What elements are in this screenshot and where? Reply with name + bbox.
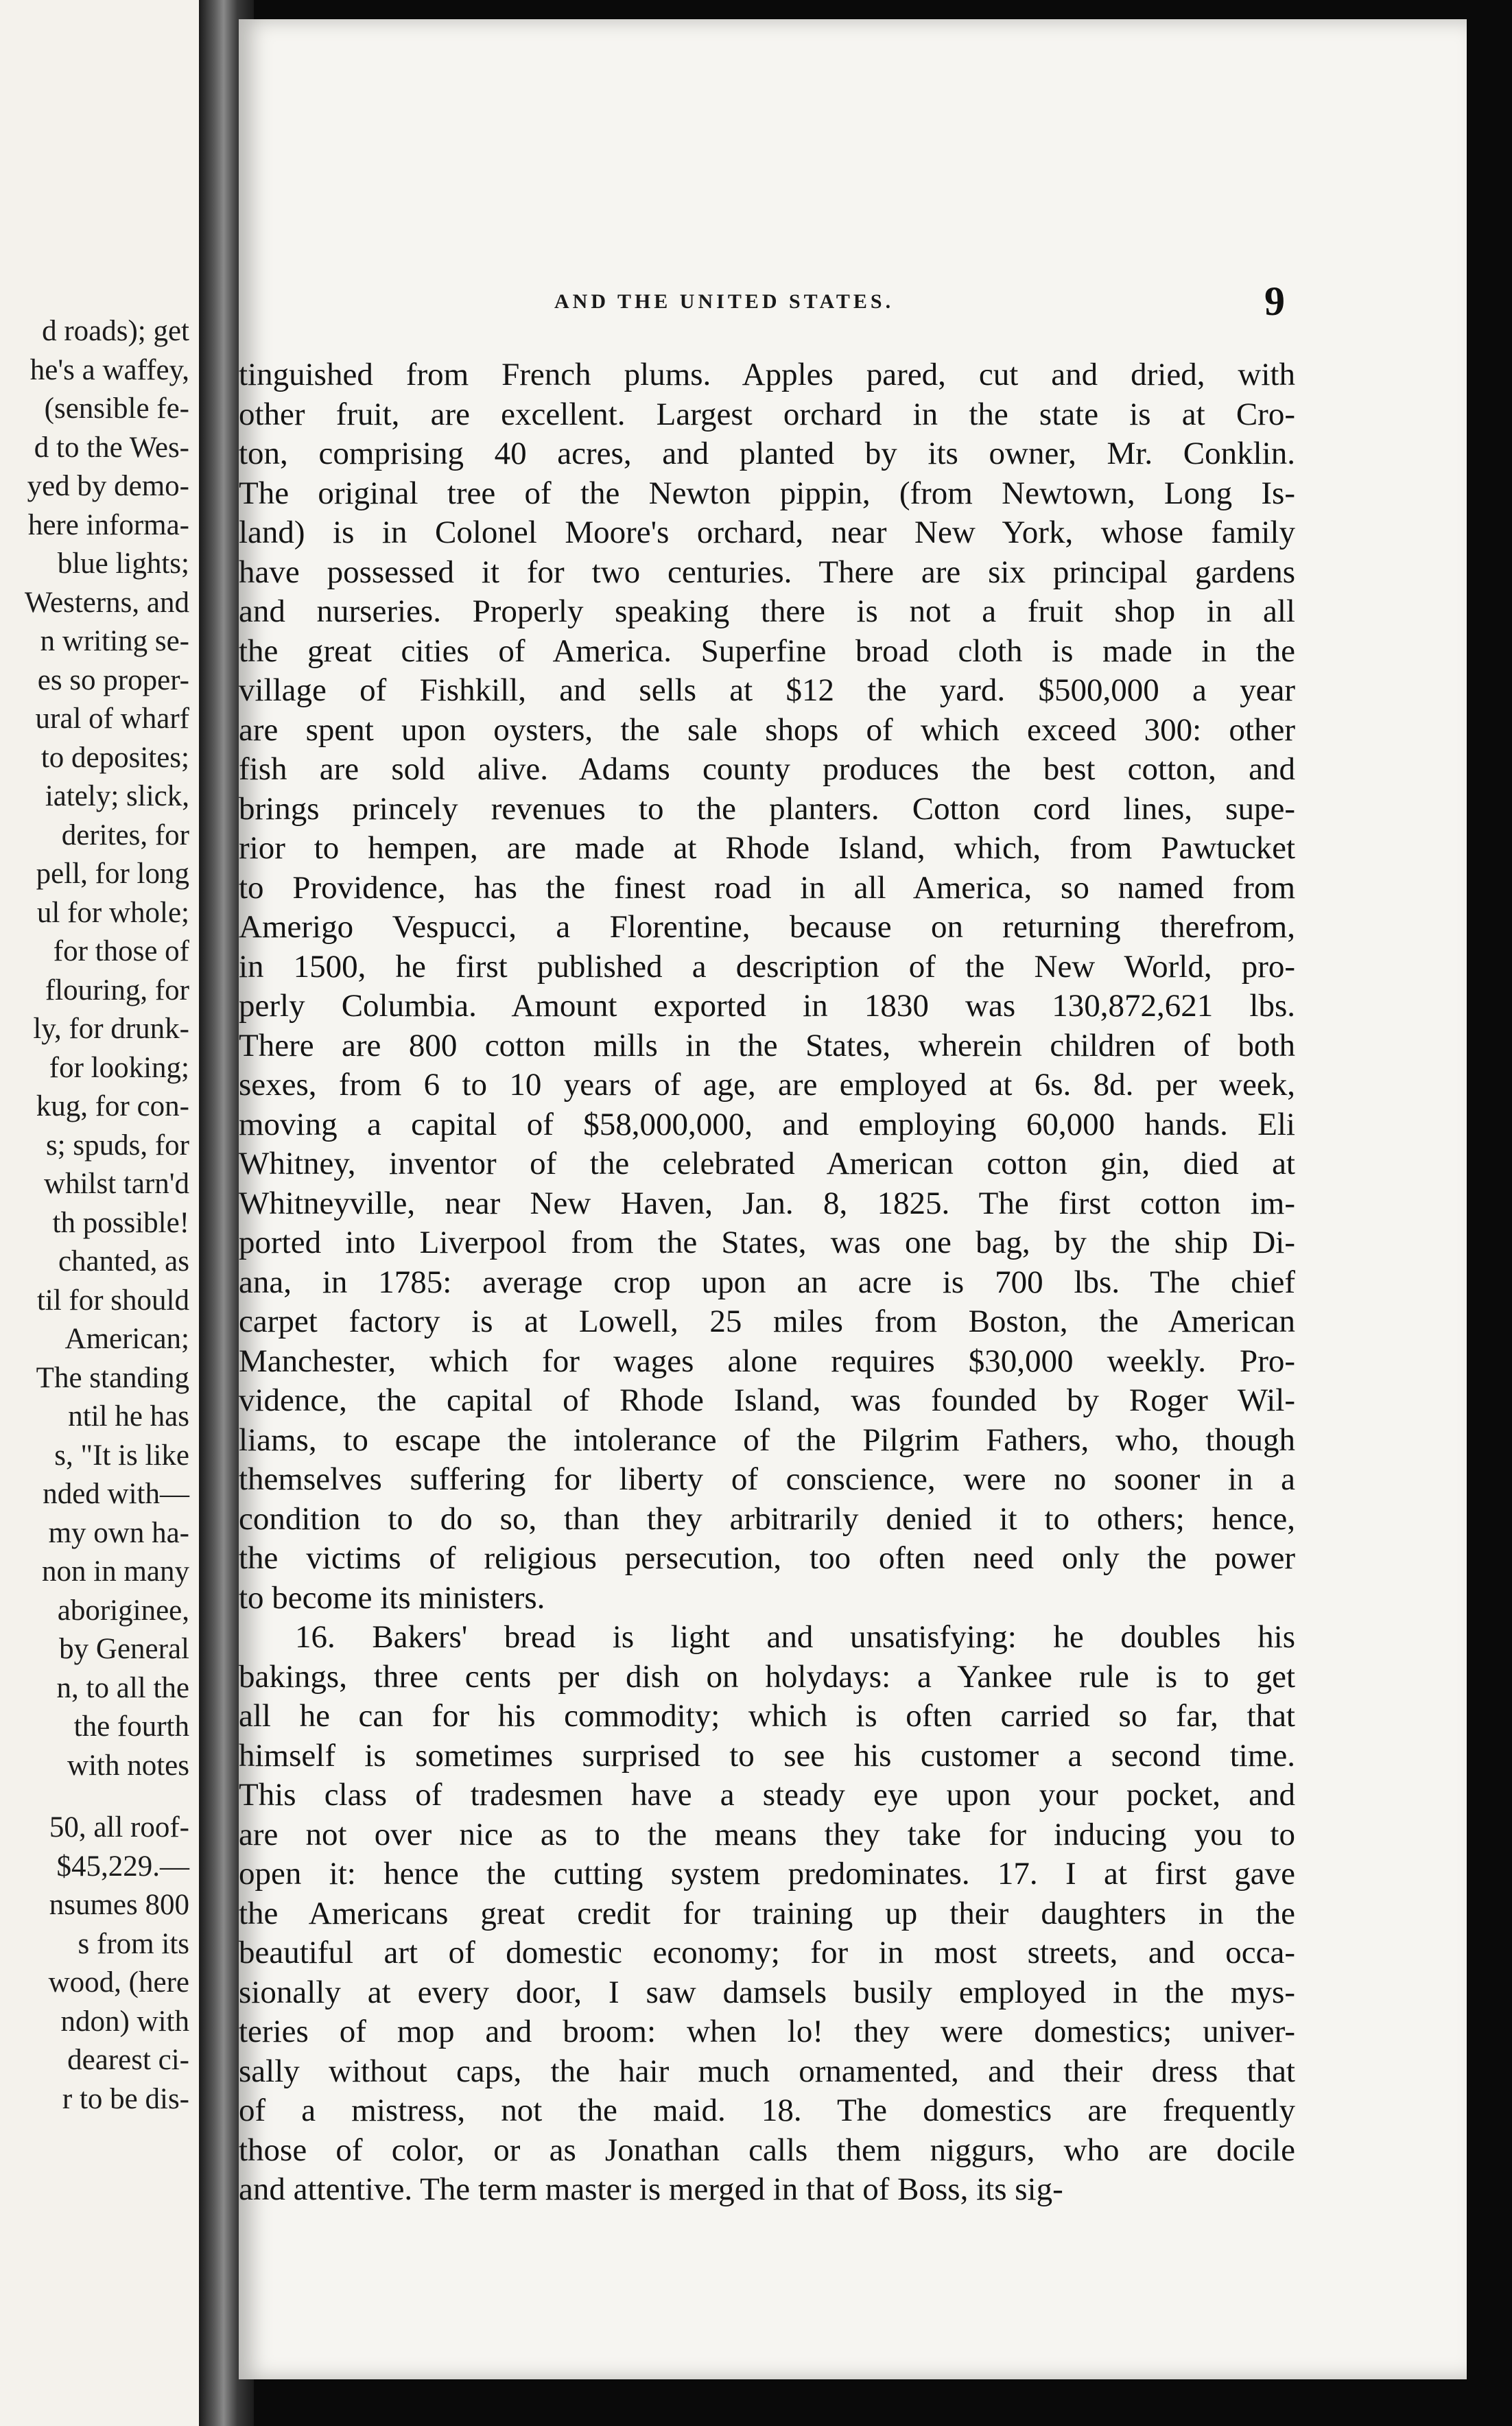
body-line: condition to do so, than they arbitrarily denied it to others; hence, — [239, 1500, 1295, 1537]
body-line: to become its ministers. — [239, 1579, 545, 1616]
body-line: Amerigo Vespucci, a Florentine, because on returning therefrom, — [239, 909, 1295, 945]
left-page-line: iately; slick, — [45, 780, 189, 812]
body-line: teries of mop and broom: when lo! they were domestics; univer- — [239, 2014, 1295, 2049]
body-line: those of color, or as Jonathan calls them niggurs, who are docile — [239, 2132, 1295, 2168]
body-line: other fruit, are excellent. Largest orchard in the state is at Cro- — [239, 396, 1295, 432]
left-page-line: The standing — [36, 1361, 189, 1394]
left-page-line: by General — [59, 1633, 189, 1665]
body-line: ton, comprising 40 acres, and planted by its owner, Mr. Conklin. — [239, 436, 1295, 471]
left-page-line: ural of wharf — [35, 703, 189, 735]
left-page-line: to deposites; — [40, 741, 189, 774]
left-page-line: $45,229.— — [56, 1850, 189, 1883]
left-page-line: Westerns, and — [24, 586, 189, 619]
left-page-line: flouring, for — [45, 974, 189, 1006]
left-page-line: n writing se- — [40, 625, 189, 657]
left-page-line: th possible! — [52, 1206, 189, 1239]
body-line: moving a capital of $58,000,000, and employing 60,000 hands. Eli — [239, 1106, 1295, 1142]
left-page-line: 50, all roof- — [49, 1811, 189, 1844]
body-line: the great cities of America. Superfine broad cloth is made in the — [239, 633, 1295, 669]
body-line: carpet factory is at Lowell, 25 miles from Boston, the American — [239, 1304, 1295, 1339]
left-page-line: es so proper- — [37, 663, 189, 696]
body-line: This class of tradesmen have a steady eye upon your pocket, and — [239, 1777, 1295, 1813]
left-page-line: for those of — [53, 935, 189, 967]
left-page-line: d to the Wes- — [34, 431, 189, 464]
body-line: rior to hempen, are made at Rhode Island, which, from Pawtucket — [239, 830, 1295, 866]
left-page-fragment — [0, 0, 206, 2426]
body-line: the victims of religious persecution, too often need only the power — [239, 1540, 1295, 1576]
body-line: and nurseries. Properly speaking there is not a fruit shop in all — [239, 593, 1295, 629]
body-line: vidence, the capital of Rhode Island, was founded by Roger Wil- — [239, 1382, 1295, 1418]
running-title: AND THE UNITED STATES. — [554, 290, 895, 313]
body-line: ana, in 1785: average crop upon an acre is 700 lbs. The chief — [239, 1264, 1295, 1300]
body-line: in 1500, he first published a description of the New World, pro- — [239, 948, 1295, 985]
left-page-line: ndon) with — [60, 2005, 189, 2038]
left-page-line: ntil he has — [68, 1400, 189, 1433]
body-line: land) is in Colonel Moore's orchard, near New York, whose family — [239, 515, 1295, 550]
left-page-line: the fourth — [73, 1710, 189, 1743]
body-text — [239, 355, 1295, 2210]
body-line: liams, to escape the intolerance of the Pilgrim Fathers, who, though — [239, 1422, 1295, 1458]
left-page-line: chanted, as — [58, 1245, 189, 1277]
body-line: Whitneyville, near New Haven, Jan. 8, 1825. The first cotton im- — [239, 1185, 1295, 1221]
body-line: fish are sold alive. Adams county produces the best cotton, and — [239, 751, 1295, 787]
left-page-line: here informa- — [27, 508, 189, 541]
body-line: sally without caps, the hair much ornamented, and their dress that — [239, 2053, 1295, 2089]
scan-background-edge — [1467, 0, 1512, 2426]
left-page-line: (sensible fe- — [44, 392, 189, 425]
left-page-line: til for should — [36, 1284, 189, 1317]
left-page-line: with notes — [67, 1749, 189, 1782]
body-line: sionally at every door, I saw damsels busily employed in the mys- — [239, 1974, 1295, 2010]
left-page-line: ul for whole; — [36, 896, 189, 929]
left-page-line: my own ha- — [48, 1516, 189, 1549]
body-line: Whitney, inventor of the celebrated American cotton gin, died at — [239, 1146, 1295, 1181]
left-page-text — [0, 312, 189, 2119]
left-page-line: for looking; — [49, 1051, 189, 1084]
right-page — [239, 19, 1467, 2379]
left-page-line: kug, for con- — [36, 1090, 189, 1122]
left-page-line: whilst tarn'd — [44, 1168, 189, 1200]
body-line: to Providence, has the finest road in all America, so named from — [239, 869, 1295, 906]
left-page-line: he's a waffey, — [29, 353, 189, 386]
left-page-line: American; — [64, 1323, 189, 1355]
left-page-line: nded with— — [43, 1478, 189, 1510]
left-page-gap — [0, 1785, 189, 1809]
body-line: Manchester, which for wages alone requires $30,000 weekly. Pro- — [239, 1343, 1295, 1379]
body-line: the Americans great credit for training up their daughters in the — [239, 1895, 1295, 1931]
left-page-line: wood, (here — [48, 1966, 189, 1999]
left-page-line: non in many — [42, 1555, 189, 1588]
body-line: sexes, from 6 to 10 years of age, are employed at 6s. 8d. per week, — [239, 1067, 1295, 1103]
body-line: themselves suffering for liberty of conscience, were no sooner in a — [239, 1461, 1295, 1497]
body-line: all he can for his commodity; which is often carried so far, that — [239, 1698, 1295, 1734]
body-line: open it: hence the cutting system predominates. 17. I at first gave — [239, 1856, 1295, 1892]
body-line: There are 800 cotton mills in the States, wherein children of both — [239, 1027, 1295, 1063]
left-page-line: d roads); get — [42, 315, 189, 347]
left-page-line: nsumes 800 — [49, 1889, 189, 1921]
page-number: 9 — [1264, 279, 1285, 324]
body-line: himself is sometimes surprised to see his customer a second time. — [239, 1737, 1295, 1774]
left-page-line: pell, for long — [36, 858, 189, 890]
body-line: bakings, three cents per dish on holydays: a Yankee rule is to get — [239, 1658, 1295, 1695]
left-page-line: n, to all the — [56, 1671, 189, 1704]
body-line: of a mistress, not the maid. 18. The domestics are frequently — [239, 2093, 1295, 2128]
left-page-line: s from its — [78, 1927, 189, 1960]
body-line: beautiful art of domestic economy; for in most streets, and occa- — [239, 1935, 1295, 1970]
left-page-line: aboriginee, — [57, 1594, 189, 1627]
body-line: 16. Bakers' bread is light and unsatisfying: he doubles his — [295, 1619, 1295, 1655]
body-line: brings princely revenues to the planters. Cotton cord lines, supe- — [239, 790, 1295, 827]
body-line: ported into Liverpool from the States, was one bag, by the ship Di- — [239, 1225, 1295, 1260]
body-line: are not over nice as to the means they take for inducing you to — [239, 1816, 1295, 1852]
body-line: tinguished from French plums. Apples pared, cut and dried, with — [239, 357, 1295, 392]
left-page-line: s; spuds, for — [45, 1129, 189, 1162]
body-line: The original tree of the Newton pippin, (from Newtown, Long Is- — [239, 475, 1295, 511]
body-line: perly Columbia. Amount exported in 1830 was 130,872,621 lbs. — [239, 988, 1295, 1024]
left-page-line: blue lights; — [57, 547, 189, 580]
body-line: have possessed it for two centuries. There are six principal gardens — [239, 554, 1295, 590]
left-page-line: r to be dis- — [62, 2082, 189, 2115]
left-page-line: derites, for — [61, 819, 189, 851]
left-page-line: yed by demo- — [27, 470, 189, 502]
left-page-line: ly, for drunk- — [33, 1013, 189, 1045]
left-page-line: dearest ci- — [67, 2044, 189, 2076]
left-page-line: s, "It is like — [54, 1439, 189, 1472]
running-head — [239, 279, 1467, 331]
body-line: and attentive. The term master is merged in that of Boss, its sig- — [239, 2171, 1063, 2207]
body-line: village of Fishkill, and sells at $12 the yard. $500,000 a year — [239, 672, 1295, 708]
body-line: are spent upon oysters, the sale shops of which exceed 300: other — [239, 711, 1295, 748]
